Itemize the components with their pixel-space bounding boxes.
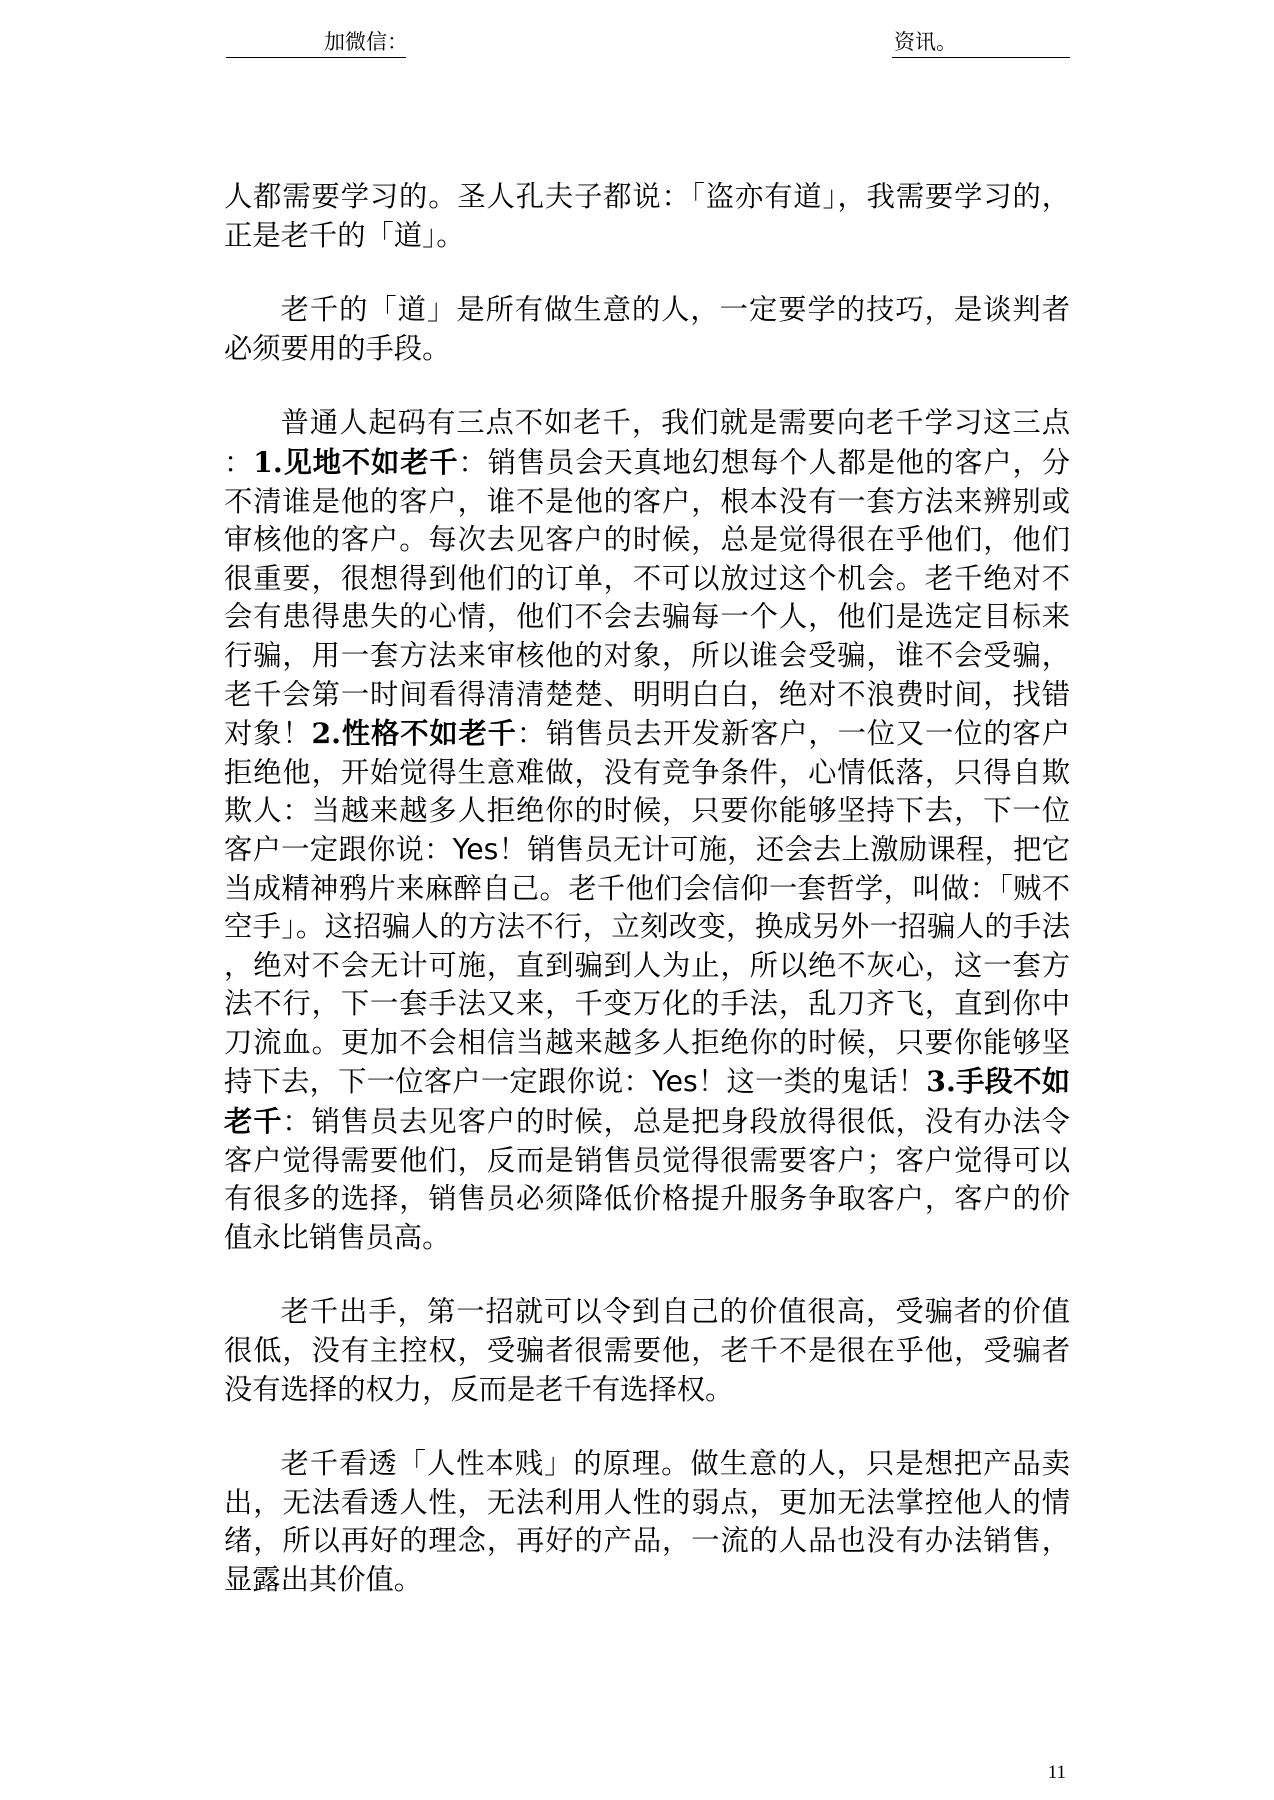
point-1-text: ：销售员会天真地幻想每个人都是他的客户，分不清谁是他的客户，谁不是他的客户，根本没有一套方法来辨别或审核他的客户。每次去见客户的时候，总是觉得很在乎他们，他们很重要，很想得到他们的订单，不可以放过这个机会。老千绝对不会有患得患失的心情，他们不会去骗每一个人，他们是选定目标来行骗，用一套方法来审核他的对象，所以谁会受骗，谁不会受骗，老千会第一时间看得清清楚楚、明明白白，绝对不浪费时间，找错对象！ xyxy=(224,445,1070,751)
paragraph-2: 老千的「道」是所有做生意的人，一定要学的技巧，是谈判者必须要用的手段。 xyxy=(224,293,1070,365)
body-text xyxy=(224,178,1070,1636)
paragraph-1: 人都需要学习的。圣人孔夫子都说：「盗亦有道」，我需要学习的，正是老千的「道」。 xyxy=(224,180,1070,252)
point-2-text: ：销售员去开发新客户，一位又一位的客户拒绝他，开始觉得生意难做，没有竞争条件，心情低落，只得自欺欺人：当越来越多人拒绝你的时候，只要你能够坚持下去，下一位客户一定跟你说：Yes！销售员无计可施，还会去上激励课程，把它当成精神鸦片来麻醉自己。老千他们会信仰一套哲学，叫做：「贼不空手」。这招骗人的方法不行，立刻改变，换成另外一招骗人的手法，绝对不会无计可施，直到骗到人为止，所以绝不灰心，这一套方法不行，下一套手法又来，千变万化的手法，乱刀齐飞，直到你中刀流血。更加不会相信当越来越多人拒绝你的时候，只要你能够坚持下去，下一位客户一定跟你说：Yes！这一类的鬼话！ xyxy=(224,717,1070,1099)
point-3-text: ：销售员去见客户的时候，总是把身段放得很低，没有办法令客户觉得需要他们，反而是销售员觉得很需要客户；客户觉得可以有很多的选择，销售员必须降低价格提升服务争取客户，客户的价值永比销售员高。 xyxy=(224,1105,1070,1254)
paragraph-4: 老千出手，第一招就可以令到自己的价值很高，受骗者的价值很低，没有主控权，受骗者很需要他，老千不是很在乎他，受骗者没有选择的权力，反而是老千有选择权。 xyxy=(224,1295,1070,1406)
point-2-heading: 2.性格不如老千 xyxy=(311,716,517,751)
page-number: 11 xyxy=(1047,1762,1066,1783)
paragraph-5: 老千看透「人性本贱」的原理。做生意的人，只是想把产品卖出，无法看透人性，无法利用人性的弱点，更加无法掌控他人的情绪，所以再好的理念，再好的产品，一流的人品也没有办法销售，显露出其价值。 xyxy=(224,1447,1070,1596)
header-right xyxy=(892,28,1070,58)
header-left-text: 加微信： xyxy=(324,30,408,54)
paragraph-3 xyxy=(224,404,1070,1257)
header-right-text: 资讯。 xyxy=(894,30,957,54)
point-1-heading: 1.见地不如老千 xyxy=(253,444,459,479)
header-left xyxy=(226,28,406,58)
paragraph-3-intro: 普通人起码有三点不如老千，我们就是需要向老千学习这三点： xyxy=(224,406,1070,479)
point-3-heading: 3.手段不如老千 xyxy=(224,1064,1070,1139)
